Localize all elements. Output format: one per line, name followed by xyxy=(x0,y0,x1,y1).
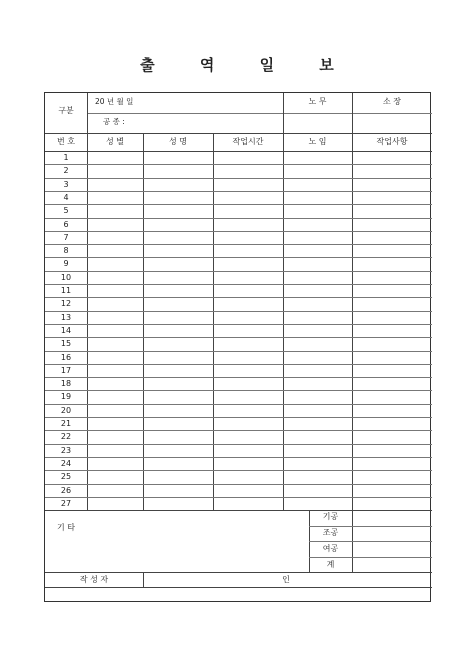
labor-label: 노 무 xyxy=(308,97,327,106)
row-number-10: 10 xyxy=(60,272,72,282)
col-work-hours: 작업시간 xyxy=(232,137,264,146)
row-line-23 xyxy=(45,457,432,458)
row-line-16 xyxy=(45,364,432,365)
construction-type-field[interactable]: 공 종 : xyxy=(103,117,125,126)
category-label: 구분 xyxy=(58,106,74,115)
foreman-label: 소 장 xyxy=(383,97,401,106)
row-line-26 xyxy=(45,497,432,498)
row-number-5: 5 xyxy=(63,206,69,216)
author-divider xyxy=(143,572,144,587)
row-line-7 xyxy=(45,244,432,245)
summary-label-skilled: 기공 xyxy=(322,512,339,521)
row-number-17: 17 xyxy=(60,365,72,375)
summary-row-line-1 xyxy=(309,526,432,527)
row-line-18 xyxy=(45,390,432,391)
other-label: 기 타 xyxy=(57,523,75,532)
row-number-22: 22 xyxy=(60,432,72,442)
row-line-5 xyxy=(45,218,432,219)
row-line-1 xyxy=(45,164,432,165)
row-number-15: 15 xyxy=(60,339,72,349)
row-number-11: 11 xyxy=(60,286,72,295)
header-category-divider xyxy=(87,93,88,133)
row-number-7: 7 xyxy=(63,232,69,242)
col-number: 번 호 xyxy=(57,137,75,146)
col-wage: 노 임 xyxy=(308,137,327,146)
row-line-4 xyxy=(45,204,432,205)
column-divider-2 xyxy=(213,133,214,510)
row-line-19 xyxy=(45,404,432,405)
row-number-4: 4 xyxy=(63,192,69,202)
row-number-3: 3 xyxy=(63,179,69,189)
row-line-11 xyxy=(45,297,432,298)
row-number-1: 1 xyxy=(63,153,69,162)
row-line-8 xyxy=(45,257,432,258)
row-line-20 xyxy=(45,417,432,418)
row-line-14 xyxy=(45,337,432,338)
author-label: 작 성 자 xyxy=(79,575,109,584)
row-number-8: 8 xyxy=(63,246,69,256)
row-number-20: 20 xyxy=(60,405,72,415)
row-number-16: 16 xyxy=(60,352,72,362)
column-divider-0 xyxy=(87,133,88,510)
row-line-25 xyxy=(45,484,432,485)
row-line-15 xyxy=(45,351,432,352)
row-line-13 xyxy=(45,324,432,325)
column-divider-3 xyxy=(283,133,284,510)
row-line-24 xyxy=(45,470,432,471)
row-line-22 xyxy=(45,444,432,445)
header-divider-line xyxy=(87,113,432,114)
row-number-24: 24 xyxy=(60,458,72,468)
summary-label-total: 계 xyxy=(326,560,335,569)
summary-label-female: 여공 xyxy=(322,544,339,553)
date-field[interactable]: 20 년 월 일 xyxy=(95,97,134,106)
row-number-27: 27 xyxy=(60,498,72,508)
row-number-13: 13 xyxy=(60,312,72,322)
summary-row-line-2 xyxy=(309,541,432,542)
row-number-18: 18 xyxy=(60,379,72,389)
row-number-23: 23 xyxy=(60,445,72,455)
row-line-9 xyxy=(45,271,432,272)
row-line-3 xyxy=(45,191,432,192)
author-row-bottom-line xyxy=(45,587,432,588)
row-number-19: 19 xyxy=(60,392,72,402)
col-gender: 성 별 xyxy=(106,137,124,146)
row-line-6 xyxy=(45,231,432,232)
row-number-9: 9 xyxy=(63,259,69,269)
row-number-21: 21 xyxy=(60,419,72,428)
footer-other-bottom-line xyxy=(45,572,432,573)
row-line-10 xyxy=(45,284,432,285)
column-divider-4 xyxy=(352,133,353,510)
page-title: 출 역 일 보 xyxy=(140,56,354,74)
col-work-notes: 작업사항 xyxy=(376,137,408,146)
row-line-2 xyxy=(45,178,432,179)
row-line-12 xyxy=(45,311,432,312)
row-number-25: 25 xyxy=(60,472,72,482)
column-divider-1 xyxy=(143,133,144,510)
summary-label-helper: 조공 xyxy=(322,528,339,537)
column-header-bottom-line xyxy=(45,151,432,152)
row-number-6: 6 xyxy=(63,219,69,229)
row-number-14: 14 xyxy=(60,325,72,335)
row-number-26: 26 xyxy=(60,485,72,495)
row-line-17 xyxy=(45,377,432,378)
seal-label: 인 xyxy=(282,575,290,584)
row-line-21 xyxy=(45,430,432,431)
header-bottom-line xyxy=(45,133,432,134)
row-number-12: 12 xyxy=(60,299,72,309)
summary-row-line-3 xyxy=(309,557,432,558)
daily-attendance-form xyxy=(44,92,431,602)
row-number-2: 2 xyxy=(63,166,69,176)
col-name: 성 명 xyxy=(169,137,187,146)
row-line-27 xyxy=(45,510,432,511)
